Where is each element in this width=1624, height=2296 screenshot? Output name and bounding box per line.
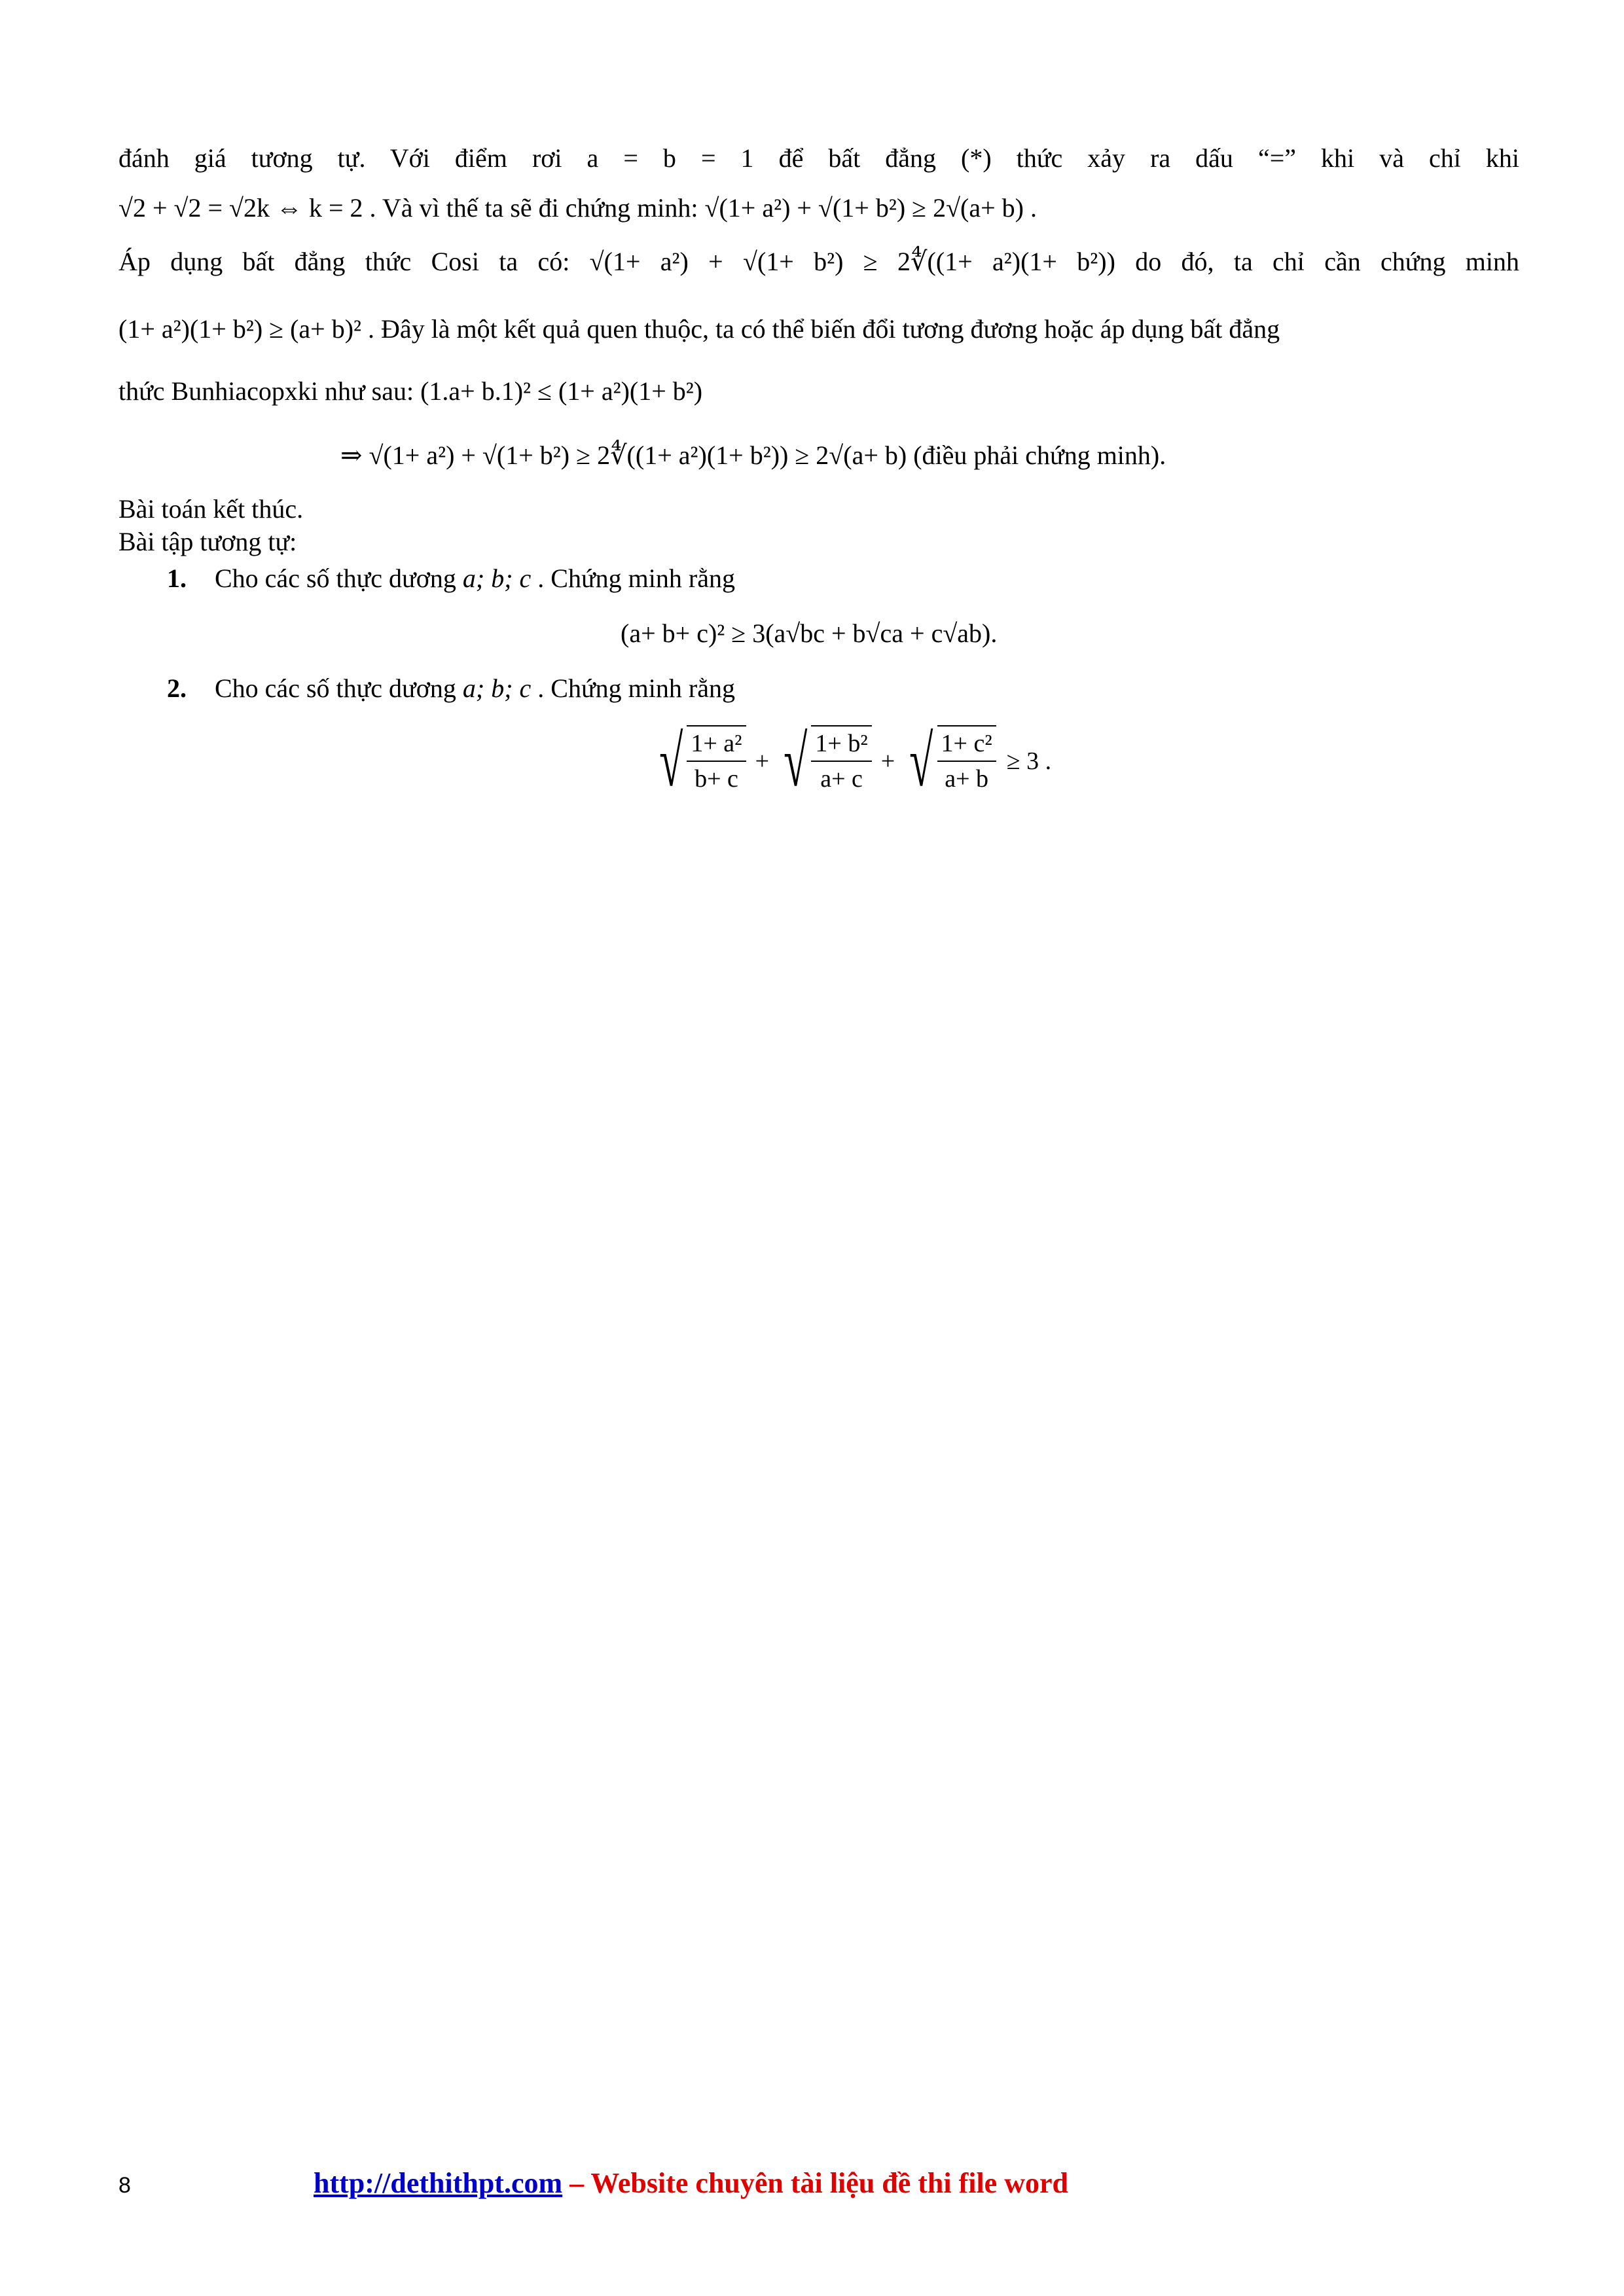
sqrt-fraction: √ $\frac{\text{1+ a²}}{b+ c}$ — [651, 725, 749, 797]
footer-tagline: – Website chuyên tài liệu đề thi file word — [562, 2167, 1068, 2199]
text: . Chứng minh rằng — [537, 673, 735, 703]
variables: a; b; c — [462, 673, 532, 703]
paragraph-line — [118, 373, 702, 410]
equation: ⇒ √(1+ a²) + √(1+ b²) ≥ 2∜((1+ a²)(1+ b²)) ≥ 2√(a+ b) — [340, 440, 907, 470]
sqrt-fraction: √ $\frac{\text{1+ c²}}{a+ b}$ — [901, 725, 999, 797]
sqrt-fraction: √ $\frac{\text{1+ b²}}{a+ c}$ — [776, 725, 875, 797]
end-text: Bài toán kết thúc. — [118, 494, 304, 524]
text: . Và vì thế ta sẽ đi chứng minh: — [369, 193, 698, 223]
paragraph-line — [118, 311, 1519, 348]
text: Cho các số thực dương — [215, 564, 456, 593]
equation: √(1+ a²) + √(1+ b²) ≥ 2√(a+ b) . — [704, 193, 1037, 223]
text: . Chứng minh rằng — [537, 564, 735, 593]
paragraph-line — [118, 190, 1037, 226]
footer — [314, 2166, 1068, 2200]
fraction-denominator: b+ c — [695, 765, 738, 793]
footer-link[interactable]: http://dethithpt.com — [314, 2167, 563, 2199]
exercise-number: 1. — [167, 564, 187, 593]
exercise-formula: (a+ b+ c)² ≥ 3(a√bc + b√ca + c√ab). — [621, 619, 998, 648]
variables: a; b; c — [462, 564, 532, 593]
fraction-numerator: 1+ c² — [937, 726, 996, 762]
plus-sign: + — [755, 747, 770, 775]
fraction-denominator: a+ c — [820, 765, 863, 793]
exercise-statement — [215, 560, 735, 597]
equation: (1+ a²)(1+ b²) ≥ (a+ b)² — [118, 314, 362, 344]
exercise-number: 2. — [167, 673, 187, 703]
equation: (1.a+ b.1)² ≤ (1+ a²)(1+ b²) — [420, 376, 703, 406]
equation: √(1+ a²) + √(1+ b²) ≥ 2∜((1+ a²)(1+ b²)) — [589, 247, 1115, 276]
text: . Đây là một kết quả quen thuộc, ta có thể biến đổi tương đương hoặc áp dụng bất đẳng — [368, 314, 1280, 344]
paragraph-line — [118, 243, 1519, 280]
text: Cho các số thực dương — [215, 673, 456, 703]
paragraph-line: đánh giá tương tự. Với điểm rơi a = b = 1 để bất đẳng (*) thức xảy ra dấu “=” khi và chỉ khi — [118, 143, 1519, 173]
text: thức Bunhiacopxki như sau: — [118, 376, 414, 406]
equation: √2 + √2 = √2k ⇔ k = 2 — [118, 193, 363, 223]
exercise-formula — [651, 721, 1052, 801]
page-number: 8 — [118, 2173, 131, 2198]
plus-sign: + — [880, 747, 895, 775]
similar-heading: Bài tập tương tự: — [118, 527, 297, 556]
exercise-statement — [215, 670, 735, 707]
fraction-numerator: 1+ a² — [687, 726, 746, 762]
text: do đó, ta chỉ cần chứng minh — [1135, 247, 1519, 276]
fraction-denominator: a+ b — [945, 765, 989, 793]
text: (điều phải chứng minh). — [913, 440, 1166, 470]
text: Áp dụng bất đẳng thức Cosi ta có: — [118, 247, 570, 276]
rhs: ≥ 3 . — [1006, 747, 1052, 775]
fraction-numerator: 1+ b² — [811, 726, 871, 762]
conclusion-line — [340, 437, 1166, 474]
